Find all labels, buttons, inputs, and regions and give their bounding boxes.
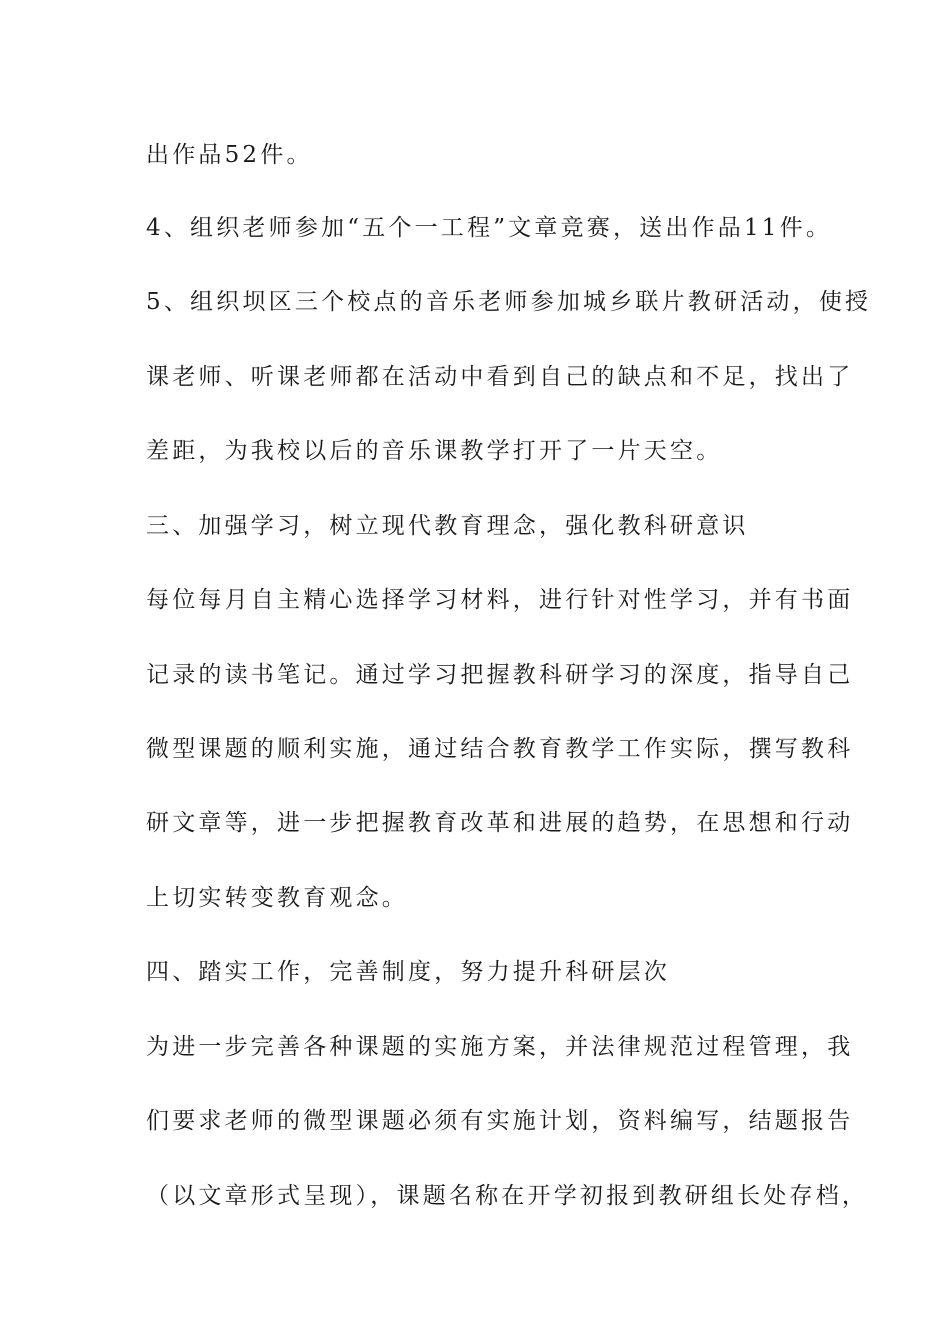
text-line-4: 课老师、听课老师都在活动中看到自己的缺点和不足，找出了 <box>146 364 854 390</box>
text-line-10: 研文章等，进一步把握教育改革和进展的趋势，在思想和行动 <box>146 810 854 836</box>
text-line-3: 5、组织坝区三个校点的音乐老师参加城乡联片教研活动，使授 <box>146 289 872 315</box>
text-line-13: 为进一步完善各种课题的实施方案，并法律规范过程管理，我 <box>146 1034 854 1060</box>
text-line-9: 微型课题的顺利实施，通过结合教育教学工作实际，撰写教科 <box>146 736 854 762</box>
section-heading-3: 三、加强学习，树立现代教育理念，强化教科研意识 <box>146 513 749 539</box>
text-line-14: 们要求老师的微型课题必须有实施计划，资料编写，结题报告 <box>146 1108 854 1134</box>
text-line-15: （以文章形式呈现），课题名称在开学初报到教研组长处存档， <box>146 1183 869 1209</box>
text-line-7: 每位每月自主精心选择学习材料，进行针对性学习，并有书面 <box>146 587 854 613</box>
section-heading-4: 四、踏实工作，完善制度，努力提升科研层次 <box>146 959 670 985</box>
text-line-2: 4、组织老师参加“五个一工程”文章竞赛，送出作品11件。 <box>146 215 833 241</box>
text-line-5: 差距，为我校以后的音乐课教学打开了一片天空。 <box>146 438 723 464</box>
text-line-1: 出作品52件。 <box>146 142 313 168</box>
text-line-11: 上切实转变教育观念。 <box>146 885 408 911</box>
text-line-8: 记录的读书笔记。通过学习把握教科研学习的深度，指导自己 <box>146 662 854 688</box>
